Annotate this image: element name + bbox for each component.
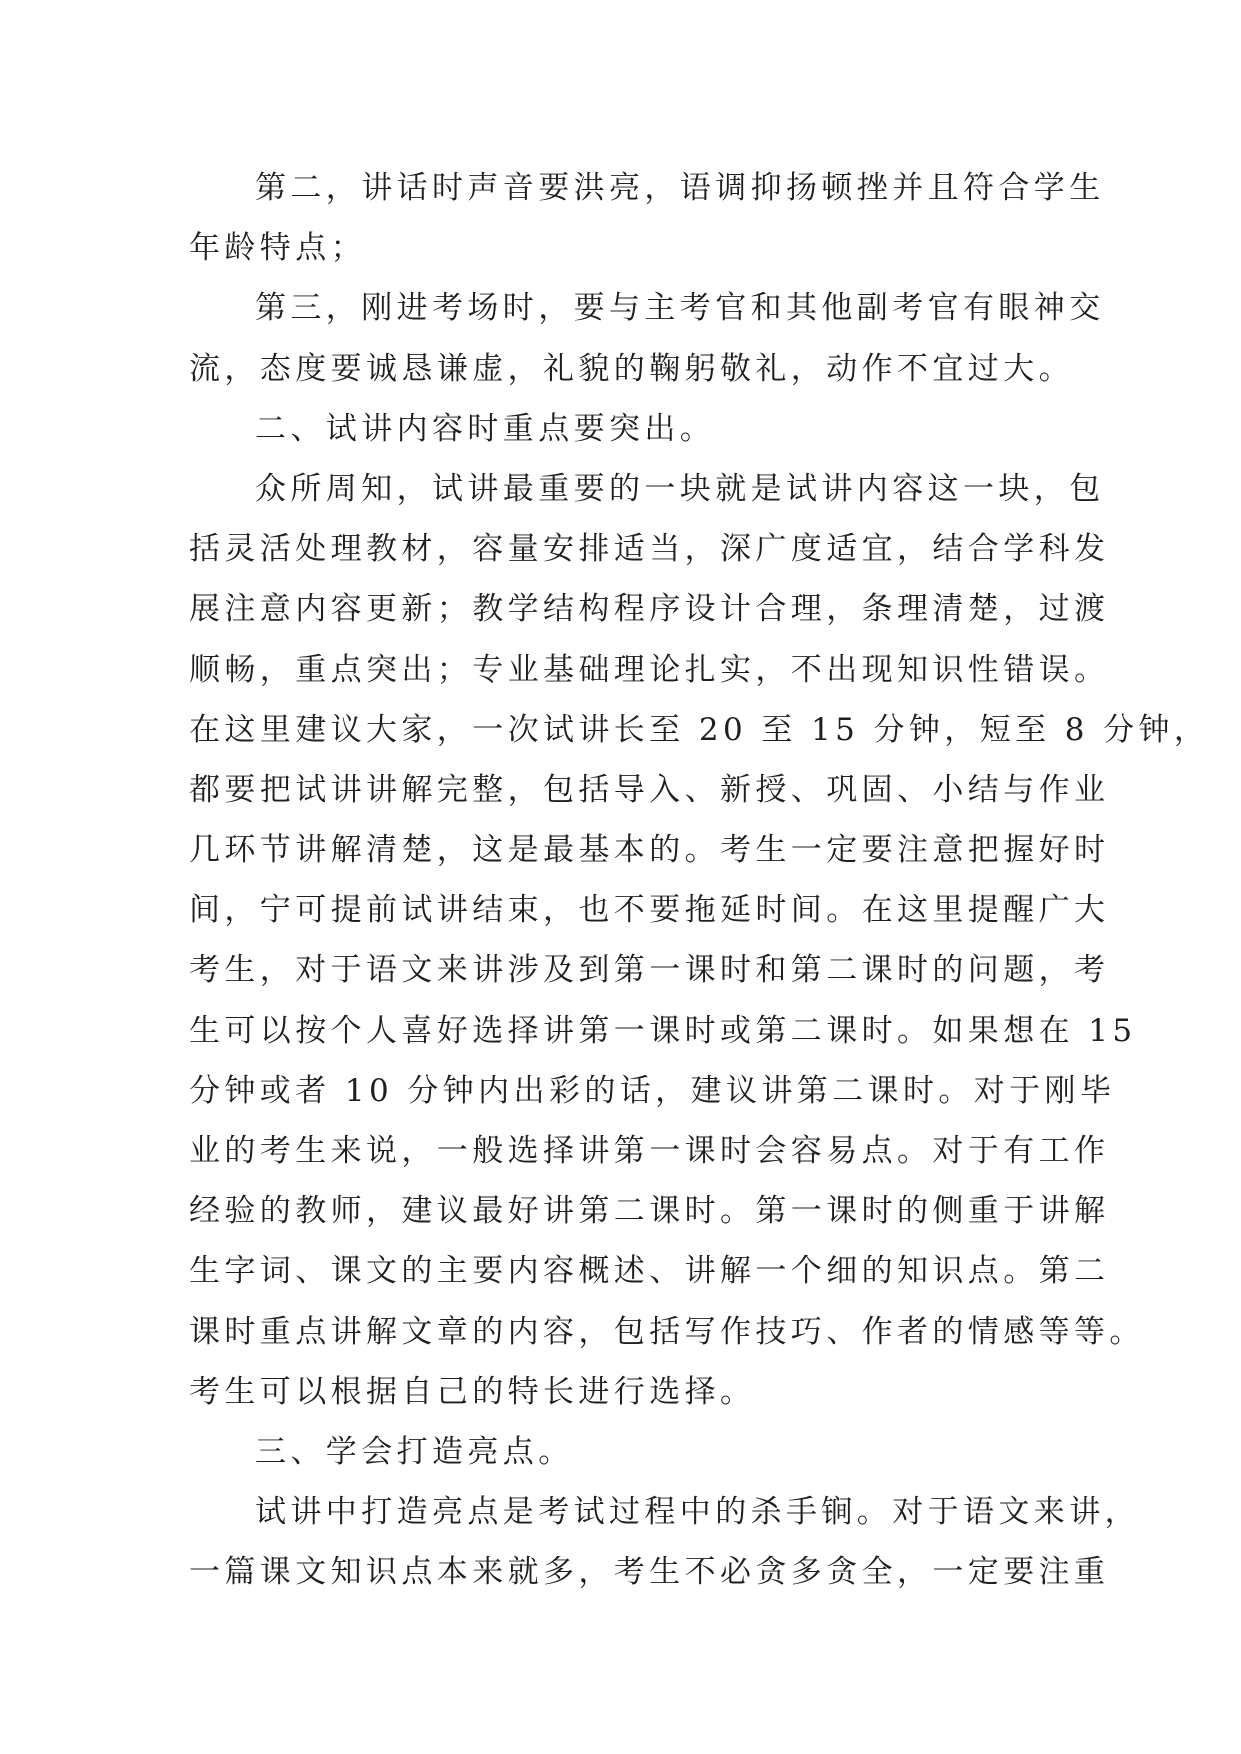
text-line: 一篇课文知识点本来就多，考生不必贪多贪全，一定要注重: [189, 1554, 1110, 1591]
text-line: 考生可以根据自己的特长进行选择。: [189, 1373, 756, 1410]
text-line: 在这里建议大家，一次试讲长至 20 至 15 分钟，短至 8 分钟，: [189, 711, 1210, 748]
paragraph-first-line: 第二，讲话时声音要洪亮，语调抑扬顿挫并且符合学生: [255, 170, 1105, 206]
body-text: [189, 158, 1210, 1603]
text-line: 流，态度要诚恳谦虚，礼貌的鞠躬敬礼，动作不宜过大。: [189, 350, 1074, 387]
text-line: 都要把试讲讲解完整，包括导入、新授、巩固、小结与作业: [189, 771, 1110, 808]
paragraph-first-line: 试讲中打造亮点是考试过程中的杀手锏。对于语文来讲，: [255, 1494, 1140, 1531]
text-line: 括灵活处理教材，容量安排适当，深广度适宜，结合学科发: [189, 531, 1110, 568]
text-line: 年龄特点；: [189, 230, 366, 267]
paragraph-first-line: 二、试讲内容时重点要突出。: [255, 410, 716, 447]
text-line: 几环节讲解清楚，这是最基本的。考生一定要注意把握好时: [189, 832, 1110, 869]
paragraph-first-line: 第三，刚进考场时，要与主考官和其他副考官有眼神交: [255, 290, 1105, 327]
text-line: 课时重点讲解文章的内容，包括写作技巧、作者的情感等等。: [189, 1313, 1145, 1350]
text-line: 生字词、课文的主要内容概述、讲解一个细的知识点。第二: [189, 1253, 1110, 1290]
text-line: 间，宁可提前试讲结束，也不要拖延时间。在这里提醒广大: [189, 892, 1110, 929]
paragraph-first-line: 三、学会打造亮点。: [255, 1433, 574, 1470]
text-line: 经验的教师，建议最好讲第二课时。第一课时的侧重于讲解: [189, 1193, 1110, 1230]
text-line: 考生，对于语文来讲涉及到第一课时和第二课时的问题，考: [189, 952, 1110, 989]
text-line: 展注意内容更新；教学结构程序设计合理，条理清楚，过渡: [189, 591, 1110, 628]
text-line: 生可以按个人喜好选择讲第一课时或第二课时。如果想在 15: [189, 1012, 1137, 1049]
text-line: 分钟或者 10 分钟内出彩的话，建议讲第二课时。对于刚毕: [189, 1072, 1116, 1109]
text-line: 顺畅，重点突出；专业基础理论扎实，不出现知识性错误。: [189, 651, 1110, 688]
text-line: 业的考生来说，一般选择讲第一课时会容易点。对于有工作: [189, 1133, 1110, 1169]
paragraph-first-line: 众所周知，试讲最重要的一块就是试讲内容这一块，包: [255, 470, 1105, 507]
